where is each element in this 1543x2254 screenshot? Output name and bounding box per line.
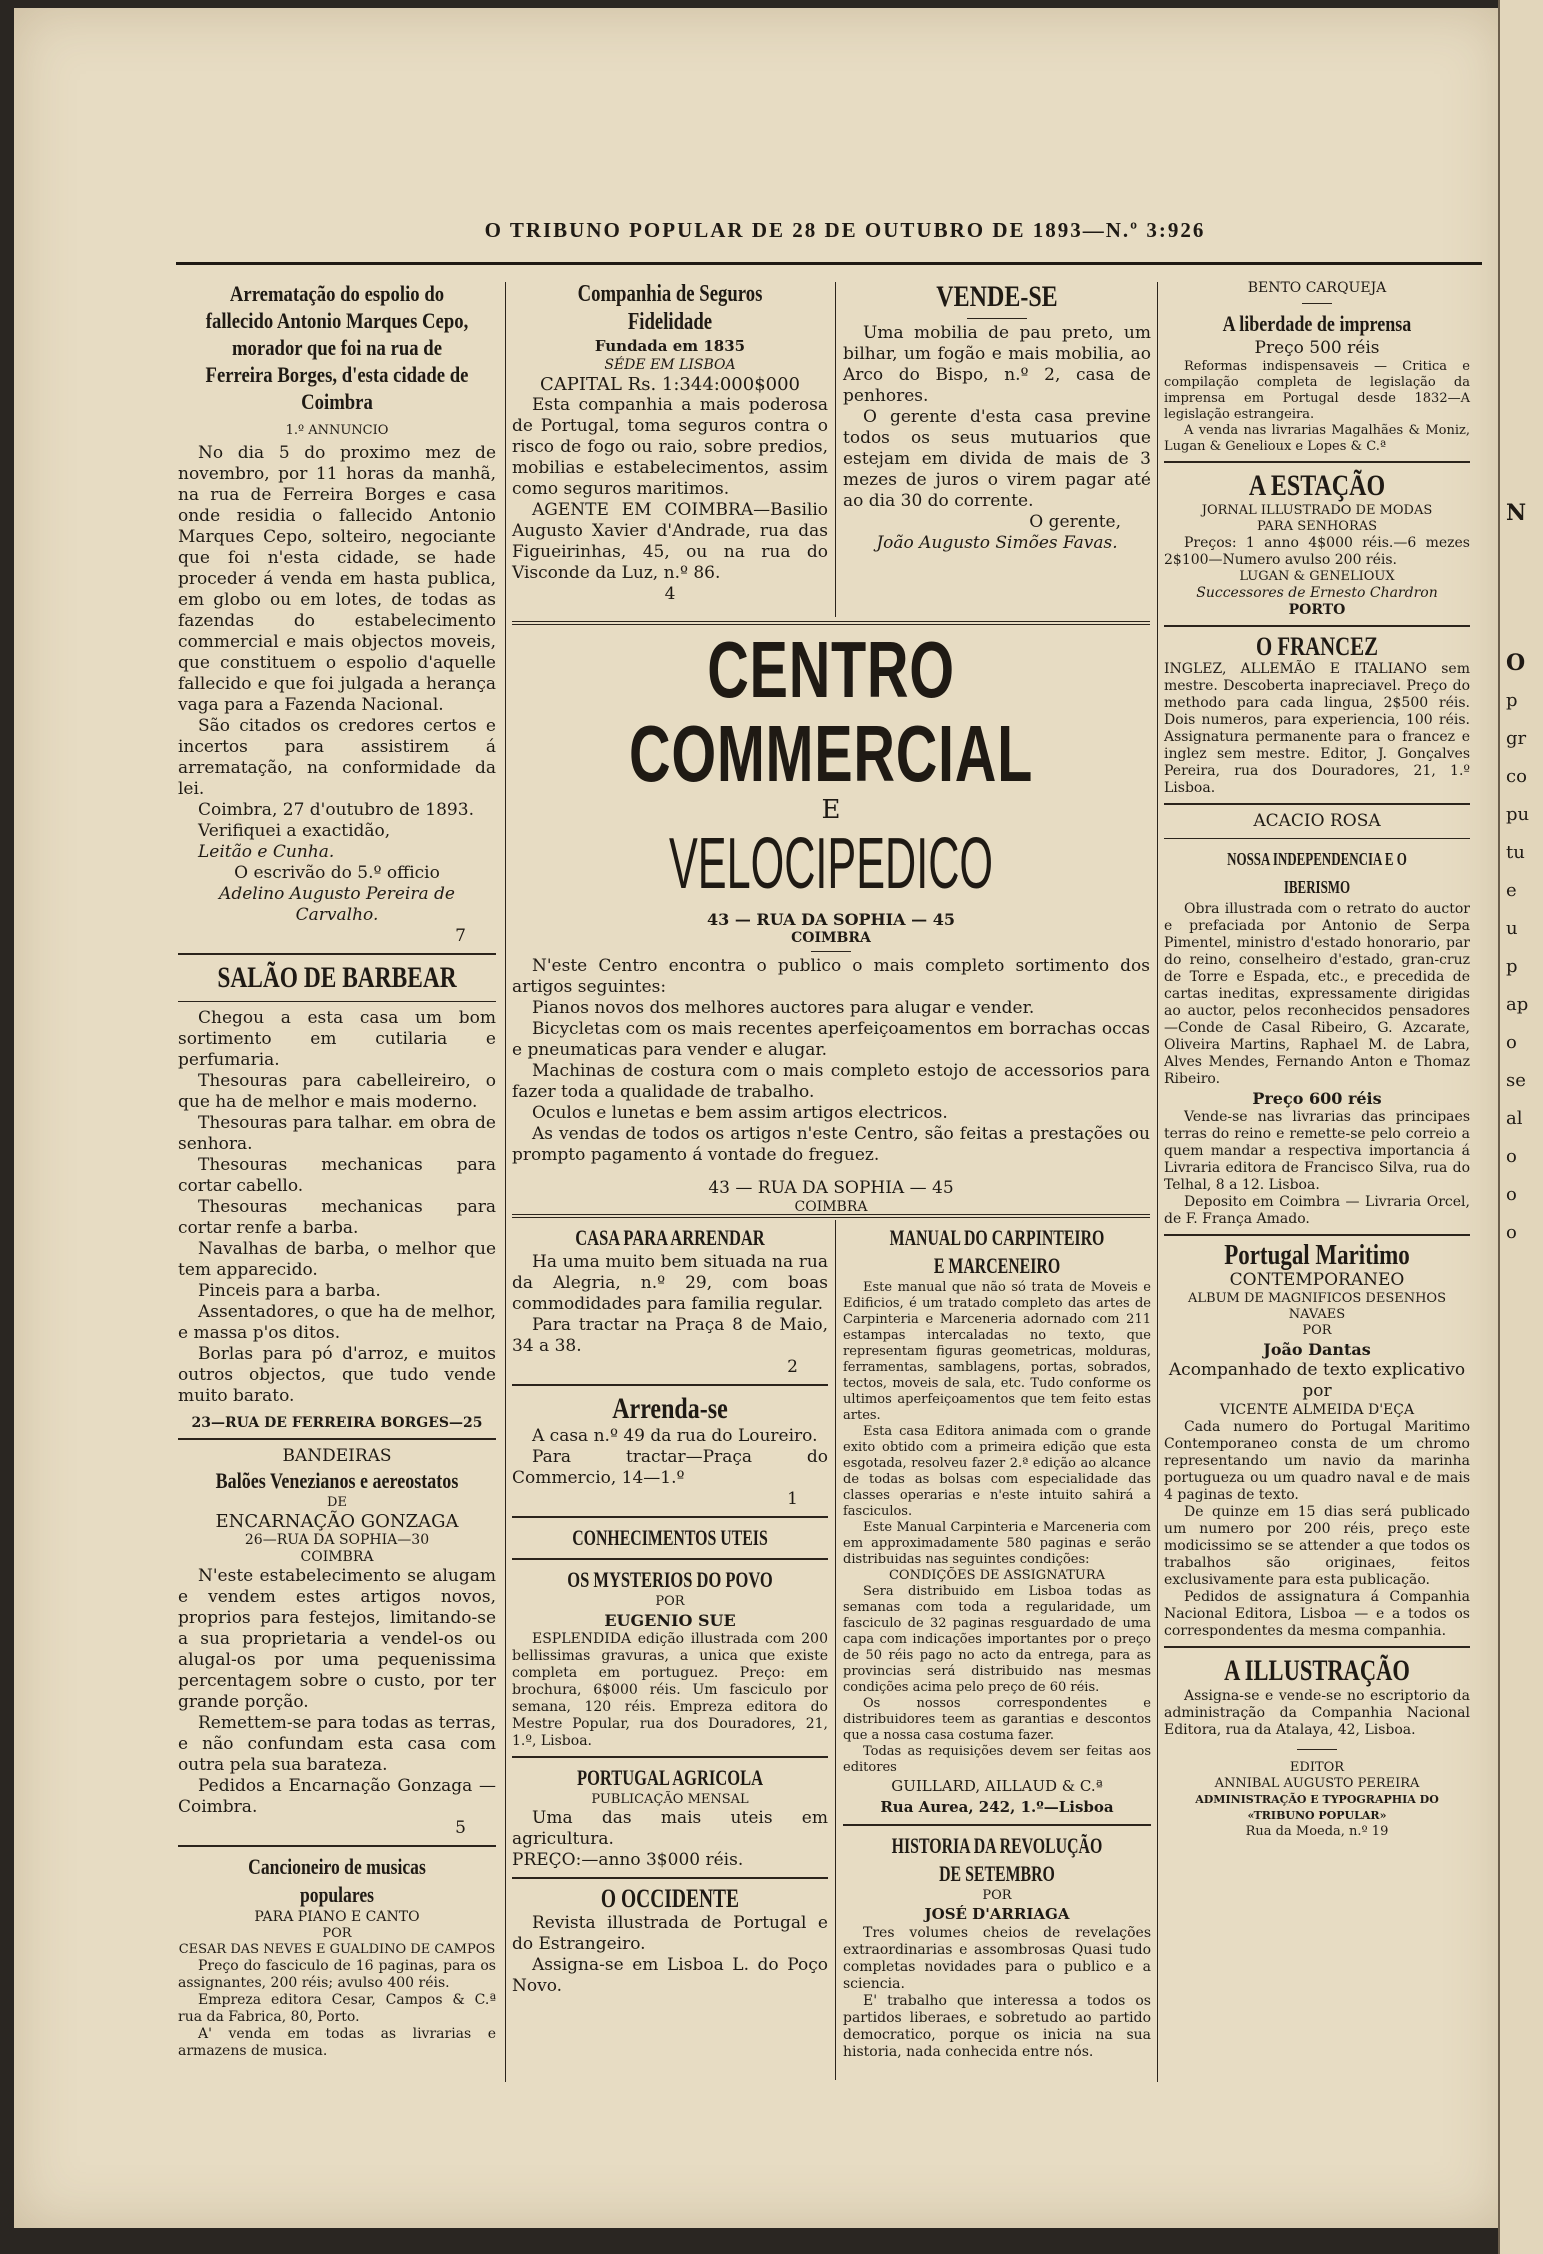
francez-title: O FRANCEZ: [1256, 632, 1378, 661]
arrematacao-body: No dia 5 do proximo mez de novembro, por 11 horas da manhã, na rua de Ferreira Borges e casa onde residia o fallecido Antonio Marques Cepo, solteiro, negociante que foi n'esta cidade, se hade proceder á venda em hasta publica, em globo ou em lotes, de todas as fazendas do estabelecimento commercial e mais objectos moveis, que constituem o espolio d'aquelle fallecido e que foi julgada a herança vaga para a Fazenda Nacional.: [178, 443, 496, 715]
salao-line: Pinceis para a barba.: [198, 1281, 381, 1301]
por-label: POR: [1302, 1323, 1332, 1338]
divider: [1164, 838, 1470, 839]
divider: [178, 953, 496, 955]
salao-line: Thesouras mechanicas para cortar cabello.: [178, 1155, 496, 1196]
encarnacao-city: COIMBRA: [300, 1549, 374, 1565]
estacao-price: Preços: 1 anno 4$000 réis.—6 mezes 2$100—Numero avulso 200 réis.: [1164, 535, 1470, 568]
vende-body-2: O gerente d'esta casa previne todos os seus mutuarios que estejam em divida de mais de 3 mezes de juros o virem pagar até ao dia 30 do corrente.: [843, 407, 1151, 511]
joao-favas: João Augusto Simões Favas.: [876, 533, 1118, 553]
acompanhado: Acompanhado de texto explicativo por: [1168, 1360, 1466, 1401]
centro-ad: [512, 625, 1150, 1216]
lugan: LUGAN & GENELIOUX: [1239, 569, 1395, 584]
divider: [512, 1214, 1150, 1218]
historia-body-2: E' trabalho que interessa a todos os partidos liberaes, e sobretudo ao partido democratico, porque os inicia na sua historia, nada conhecida entre nós.: [843, 1993, 1151, 2060]
fragment: gr: [1506, 728, 1527, 749]
divider: [512, 1756, 828, 1758]
manual-body: Este manual que não só trata de Moveis e Edificios, é um tratado completo das artes de Carpinteria e Marceneria adornado com 211 estampas intercaladas no texto, que representam figuras geometricas, molduras, ferramentas, samblagens, portas, sobrados, tectos, moveis de sala, etc. Tudo conforme os ultimos aperfeiçoamentos que tem feito estas artes.: [843, 1280, 1151, 1423]
centro-item: As vendas de todos os artigos n'este Centro, são feitas a prestações ou prompto pagamento á vontade do freguez.: [512, 1124, 1150, 1165]
column-4: [1164, 280, 1470, 1840]
divider: [178, 1438, 496, 1440]
divider: [512, 1384, 828, 1386]
divider: [1297, 1749, 1337, 1750]
sede: SÉDE EM LISBOA: [604, 357, 736, 373]
escrivao: O escrivão do 5.º officio: [234, 863, 440, 883]
arrematacao-date: Coimbra, 27 d'outubro de 1893.: [198, 800, 474, 820]
companhia-title: Companhia de Seguros Fidelidade: [577, 281, 763, 335]
arrenda-title: Arrenda-se: [612, 1392, 728, 1425]
condicoes-body: Sera distribuido em Lisboa todas as semanas com toda a regularidade, um fasciculo de 32 paginas resguardado de uma capa com indicações importantes por o preço de 50 réis pago no acto da entrega, para as provincias será distribuido nas mesmas condições acima pelo preço de 60 réis.: [843, 1584, 1151, 1695]
liberdade-body-2: A venda nas livrarias Magalhães & Moniz, Lugan & Genelioux e Lopes & C.ª: [1164, 423, 1470, 454]
casa-body-2: Para tractar na Praça 8 de Maio, 34 a 38.: [512, 1315, 828, 1356]
encarnacao-body: N'este estabelecimento se alugam e vendem estes artigos novos, proprios para festejos, limitando-se a sua proprietaria a vendel-os ou alugal-os por uma pequenissima percentagem sobre o custo, por ter grande porção.: [178, 1566, 496, 1712]
capital: CAPITAL Rs. 1:344:000$000: [539, 374, 801, 395]
fragment: o: [1506, 1146, 1517, 1167]
vende-title: VENDE-SE: [936, 280, 1058, 313]
divider: [1302, 303, 1332, 304]
rua-moeda: Rua da Moeda, n.º 19: [1245, 1824, 1389, 1839]
nossa-body: Obra illustrada com o retrato do auctor e prefaciada por Antonio de Serpa Pimentel, ministro d'estado honorario, par do reino, conselheiro d'estado, gran-cruz de Torre e Espada, etc., e precedida de cartas ineditas, expressamente dirigidas ao auctor, pelos reconhecidos pensadores—Conde de Casal Ribeiro, G. Azcarate, Oliveira Martins, Raphael M. de Labra, Alves Mendes, Fernando Anton e Thomaz Ribeiro.: [1164, 901, 1470, 1087]
fragment: o: [1506, 1032, 1517, 1053]
fragment: al: [1506, 1108, 1523, 1129]
manual-title: MANUAL DO CARPINTEIRO E MARCENEIRO: [889, 1225, 1105, 1278]
fragment: p: [1506, 690, 1518, 711]
divider: [1164, 625, 1470, 627]
fragment: e: [1506, 880, 1517, 901]
publicacao-mensal: PUBLICAÇÃO MENSAL: [591, 1792, 749, 1807]
salao-line: Borlas para pó d'arroz, e muitos outros objectos, que tudo vende muito barato.: [178, 1344, 496, 1406]
divider: [1164, 1234, 1470, 1236]
successores: Successores de Ernesto Chardron: [1196, 585, 1438, 601]
fragment: pu: [1506, 804, 1530, 825]
ad-number: 4: [664, 584, 676, 604]
acacio-rosa: ACACIO ROSA: [1253, 811, 1381, 831]
historia-title: HISTORIA DA REVOLUÇÃO DE SETEMBRO: [891, 1833, 1103, 1886]
porto: PORTO: [1288, 602, 1346, 618]
centro-intro: N'este Centro encontra o publico o mais completo sortimento dos artigos seguintes:: [512, 956, 1150, 997]
eugenio-sue: EUGENIO SUE: [604, 1611, 736, 1630]
divider: [178, 1845, 496, 1847]
manual-body-3: Este Manual Carpinteria e Marceneria com em approximadamente 580 paginas e serão distribuidas nas seguintes condições:: [843, 1520, 1151, 1567]
adjacent-page-edge: [1498, 0, 1543, 2254]
por-label: POR: [322, 1926, 352, 1941]
condicoes-body-2: Os nossos correspondentes e distribuidores teem as garantias e descontos que a nossa casa costuma fazer.: [843, 1696, 1151, 1743]
salao-line: Thesouras mechanicas para cortar renfe a barba.: [178, 1197, 496, 1238]
annuncio-label: 1.º ANNUNCIO: [285, 423, 389, 438]
salao-line: Thesouras para cabelleireiro, o que ha de melhor e mais moderno.: [178, 1071, 496, 1112]
bandeiras: BANDEIRAS: [282, 1446, 392, 1466]
nossa-price: Preço 600 réis: [1252, 1089, 1382, 1108]
illustracao-body: Assigna-se e vende-se no escriptorio da administração da Companhia Nacional Editora, rua da Atalaya, 42, Lisboa.: [1164, 1688, 1470, 1738]
fragment: se: [1506, 1070, 1526, 1091]
column-3-bottom: [843, 1224, 1151, 2061]
verifiquei: Verifiquei a exactidão,: [198, 821, 391, 841]
centro-city-2: COIMBRA: [794, 1199, 868, 1215]
salao-address: 23—RUA DE FERREIRA BORGES—25: [191, 1415, 483, 1431]
francez-body: INGLEZ, ALLEMÃO E ITALIANO sem mestre. Descoberta inapreciavel. Preço do methodo para cada lingua, 2$500 réis. Dois numeros, para experiencia, 100 réis. Assignatura permanente para o francez e inglez sem mestre. Editor, J. Gonçalves Pereira, rua dos Douradores, 21, 1.º Lisboa.: [1164, 661, 1470, 796]
arrematacao-title: Arrematação do espolio do fallecido Antonio Marques Cepo, morador que foi na rua de Ferreira Borges, d'esta cidade de Coimbra: [205, 281, 469, 414]
encarnacao-address: 26—RUA DA SOPHIA—30: [244, 1532, 430, 1548]
occidente-title: O OCCIDENTE: [600, 1884, 740, 1913]
companhia-body: Esta companhia a mais poderosa de Portugal, toma seguros contra o risco de fogo ou raio, sobre predios, mobilias e estabelecimentos, assim como seguros maritimos.: [512, 395, 828, 499]
liberdade-title: A liberdade de imprensa: [1222, 311, 1412, 336]
contemporaneo: CONTEMPORANEO: [1229, 1270, 1405, 1290]
encarnacao-name: ENCARNAÇÃO GONZAGA: [215, 1511, 459, 1532]
occidente-body-2: Assigna-se em Lisboa L. do Poço Novo.: [512, 1955, 828, 1996]
bento-carqueja: BENTO CARQUEJA: [1247, 280, 1387, 296]
maritimo-body: Cada numero do Portugal Maritimo Contemporaneo consta de um chromo representando um navio da marinha portugueza ou um quadro naval e de mais 4 paginas de texto.: [1164, 1419, 1470, 1503]
jose-arriaga: JOSÉ D'ARRIAGA: [924, 1905, 1070, 1923]
illustracao-title: A ILLUSTRAÇÃO: [1224, 1654, 1410, 1687]
gerente: O gerente,: [1029, 512, 1121, 532]
arrematacao-body-2: São citados os credores certos e incertos para assistirem á arrematação, na conformidade da lei.: [178, 716, 496, 799]
maritimo-body-2: De quinze em 15 dias será publicado um numero por 200 réis, preço este modicissimo se se attender a que todos os trabalhos são originaes, feitos exclusivamente para esta publicação.: [1164, 1504, 1470, 1588]
encarnacao-body-2: Remettem-se para todas as terras, e não confundam esta casa com outra pela sua barateza.: [178, 1713, 496, 1775]
centro-item: Bicycletas com os mais recentes aperfeiçoamentos em borrachas occas e pneumaticas para vender e alugar.: [512, 1019, 1150, 1060]
divider: [843, 1824, 1151, 1826]
divider: [178, 1001, 496, 1002]
fragment: ap: [1506, 994, 1529, 1015]
ad-number: 2: [787, 1357, 798, 1377]
column-rule: [835, 282, 836, 617]
por-label: POR: [982, 1888, 1012, 1903]
salao-list: [178, 1008, 496, 1407]
divider: [1164, 461, 1470, 463]
salao-line: Chegou a esta casa um bom sortimento em cutilaria e perfumaria.: [178, 1008, 496, 1070]
centro-address-2: 43 — RUA DA SOPHIA — 45: [708, 1178, 954, 1198]
historia-body: Tres volumes cheios de revelações extraordinarias e assombrosas Quasi tudo completas novidades para o publico e a sciencia.: [843, 1925, 1151, 1992]
mysterios-body: ESPLENDIDA edição illustrada com 200 bellissimas gravuras, a unica que existe completa em portuguez. Preço: em brochura, 6$000 réis. Um fasciculo por semana, 120 réis. Empreza editora do Mestre Popular, rua dos Douradores, 21, 1.º, Lisboa.: [512, 1631, 828, 1749]
vende-body: Uma mobilia de pau preto, um bilhar, um fogão e mais mobilia, ao Arco do Bispo, n.º 2, casa de penhores.: [843, 323, 1151, 406]
annibal: ANNIBAL AUGUSTO PEREIRA: [1214, 1776, 1420, 1791]
fragment: p: [1506, 956, 1518, 977]
masthead-rule: [176, 262, 1482, 266]
column-2-bottom: [512, 1224, 828, 1997]
fragment: O: [1506, 650, 1526, 676]
arrenda-body-2: Para tractar—Praça do Commercio, 14—1.º: [512, 1447, 828, 1488]
column-rule: [835, 1220, 836, 2080]
cesar-authors: CESAR DAS NEVES E GUALDINO DE CAMPOS: [178, 1942, 496, 1957]
salao-title: SALÃO DE BARBEAR: [217, 961, 457, 994]
de-label: DE: [327, 1495, 347, 1510]
cancioneiro-body-2: Empreza editora Cesar, Campos & C.ª rua da Fabrica, 80, Porto.: [178, 1992, 496, 2025]
conhecimentos-title: CONHECIMENTOS UTEIS: [572, 1525, 768, 1550]
condicoes-title: CONDIÇÕES DE ASSIGNATURA: [888, 1568, 1106, 1583]
cancioneiro-body-3: A' venda em todas as livrarias e armazens de musica.: [178, 2026, 496, 2059]
estacao-senhoras: PARA SENHORAS: [1256, 519, 1378, 534]
maritimo-title: Portugal Maritimo: [1224, 1240, 1410, 1271]
por-label: POR: [655, 1594, 685, 1609]
manual-body-2: Esta casa Editora animada com o grande exito obtido com a primeira edição que esta esgotada, resolveu fazer 2.ª edição ao alcance de todas as bolsas com especialidade das classes operarias e n'este intuito sahirá a fasciculos.: [843, 1424, 1151, 1519]
centro-item: Oculos e lunetas e bem assim artigos electricos.: [532, 1103, 948, 1123]
signature-leitao: Leitão e Cunha.: [198, 842, 335, 862]
vende-ad: [843, 280, 1151, 554]
liberdade-price: Preço 500 réis: [1254, 338, 1380, 358]
salao-line: Thesouras para talhar. em obra de senhora.: [178, 1113, 496, 1154]
mysterios-title: OS MYSTERIOS DO POVO: [567, 1567, 773, 1592]
fragment: o: [1506, 1222, 1517, 1243]
maritimo-body-3: Pedidos de assignatura á Companhia Nacional Editora, Lisboa — e a todos os correspondentes da mesma companhia.: [1164, 1589, 1470, 1639]
fragment: co: [1506, 766, 1527, 787]
ad-number: 1: [787, 1489, 798, 1509]
centro-item: Pianos novos dos melhores auctores para alugar e vender.: [532, 998, 1035, 1018]
cancioneiro-body: Preço do fasciculo de 16 paginas, para os assignantes, 200 réis; avulso 400 réis.: [178, 1958, 496, 1991]
ad-number: 7: [455, 926, 466, 946]
rua-aurea: Rua Aurea, 242, 1.º—Lisboa: [880, 1798, 1114, 1816]
agricola-body: Uma das mais uteis em agricultura.: [512, 1808, 828, 1849]
divider: [512, 1516, 828, 1518]
divider: [1164, 803, 1470, 805]
signature-adelino: Adelino Augusto Pereira de Carvalho.: [219, 884, 455, 925]
centro-address: 43 — RUA DA SOPHIA — 45: [707, 910, 955, 929]
nossa-body-3: Deposito em Coimbra — Livraria Orcel, de F. França Amado.: [1164, 1194, 1470, 1227]
centro-city: COIMBRA: [791, 930, 871, 946]
baloes-title: Balões Venezianos e aereostatos: [215, 1468, 459, 1493]
agricola-title: PORTUGAL AGRICOLA: [577, 1765, 763, 1790]
fundada: Fundada em 1835: [594, 337, 746, 355]
divider: [811, 951, 851, 952]
column-rule: [1157, 282, 1158, 2082]
admin-typographia: ADMINISTRAÇÃO E TYPOGRAPHIA DO «TRIBUNO POPULAR»: [1195, 1793, 1439, 1822]
divider: [1164, 1646, 1470, 1648]
cancioneiro-title: Cancioneiro de musicas populares: [248, 1854, 426, 1907]
divider: [967, 318, 1027, 319]
vicente: VICENTE ALMEIDA D'EÇA: [1219, 1402, 1415, 1418]
divider: [512, 1877, 828, 1879]
masthead: O TRIBUNO POPULAR DE 28 DE OUTUBRO DE 1893—N.º 3:926: [484, 218, 1206, 242]
nossa-body-2: Vende-se nas livrarias das principaes terras do reino e remette-se pelo correio a quem mandar a respectiva importancia á Livraria editora de Francisco Silva, rua do Telhal, 8 a 12. Lisboa.: [1164, 1109, 1470, 1193]
centro-e: E: [821, 795, 841, 825]
occidente-body: Revista illustrada de Portugal e do Estrangeiro.: [512, 1913, 828, 1954]
casa-title: CASA PARA ARRENDAR: [575, 1225, 765, 1250]
fragment: o: [1506, 1184, 1517, 1205]
arrenda-body: A casa n.º 49 da rua do Loureiro.: [532, 1426, 818, 1446]
column-1: [178, 280, 496, 2060]
ad-number: 5: [455, 1818, 466, 1838]
liberdade-body: Reformas indispensaveis — Critica e compilação completa de legislação da imprensa em Portugal desde 1832—A legislação estrangeira.: [1164, 359, 1470, 422]
album-label: ALBUM DE MAGNIFICOS DESENHOS NAVAES: [1188, 1291, 1446, 1322]
centro-title: CENTRO COMMERCIAL: [629, 625, 1033, 798]
column-rule: [505, 282, 506, 2082]
divider: [512, 1558, 828, 1560]
condicoes-body-3: Todas as requisições devem ser feitas aos editores: [843, 1744, 1151, 1775]
estacao-jornal: JORNAL ILLUSTRADO DE MODAS: [1201, 503, 1433, 518]
casa-body: Ha uma muito bem situada na rua da Alegria, n.º 29, com boas commodidades para familia regular.: [512, 1252, 828, 1314]
velo-title: VELOCIPEDICO: [668, 824, 994, 904]
salao-line: Assentadores, o que ha de melhor, e massa p'os ditos.: [178, 1302, 496, 1343]
estacao-title: A ESTAÇÃO: [1248, 469, 1386, 502]
piano-label: PARA PIANO E CANTO: [254, 1909, 420, 1925]
centro-item: Machinas de costura com o mais completo estojo de accessorios para fazer toda a qualidade de trabalho.: [512, 1061, 1150, 1102]
fragment: tu: [1506, 842, 1525, 863]
encarnacao-body-3: Pedidos a Encarnação Gonzaga — Coimbra.: [178, 1776, 496, 1817]
agente: AGENTE EM COIMBRA—Basilio Augusto Xavier d'Andrade, rua das Figueirinhas, 45, ou na rua do Visconde da Luz, n.º 86.: [512, 500, 828, 583]
editor-label: EDITOR: [1289, 1760, 1345, 1775]
companhia-ad: [512, 280, 828, 605]
fragment: u: [1506, 918, 1518, 939]
nossa-title: NOSSA INDEPENDENCIA E O IBERISMO: [1227, 849, 1407, 897]
agricola-price: PREÇO:—anno 3$000 réis.: [512, 1850, 744, 1870]
salao-line: Navalhas de barba, o melhor que tem apparecido.: [178, 1239, 496, 1280]
joao-dantas: João Dantas: [1263, 1340, 1371, 1359]
guillard: GUILLARD, AILLAUD & C.ª: [891, 1777, 1103, 1795]
fragment: N: [1506, 500, 1527, 526]
